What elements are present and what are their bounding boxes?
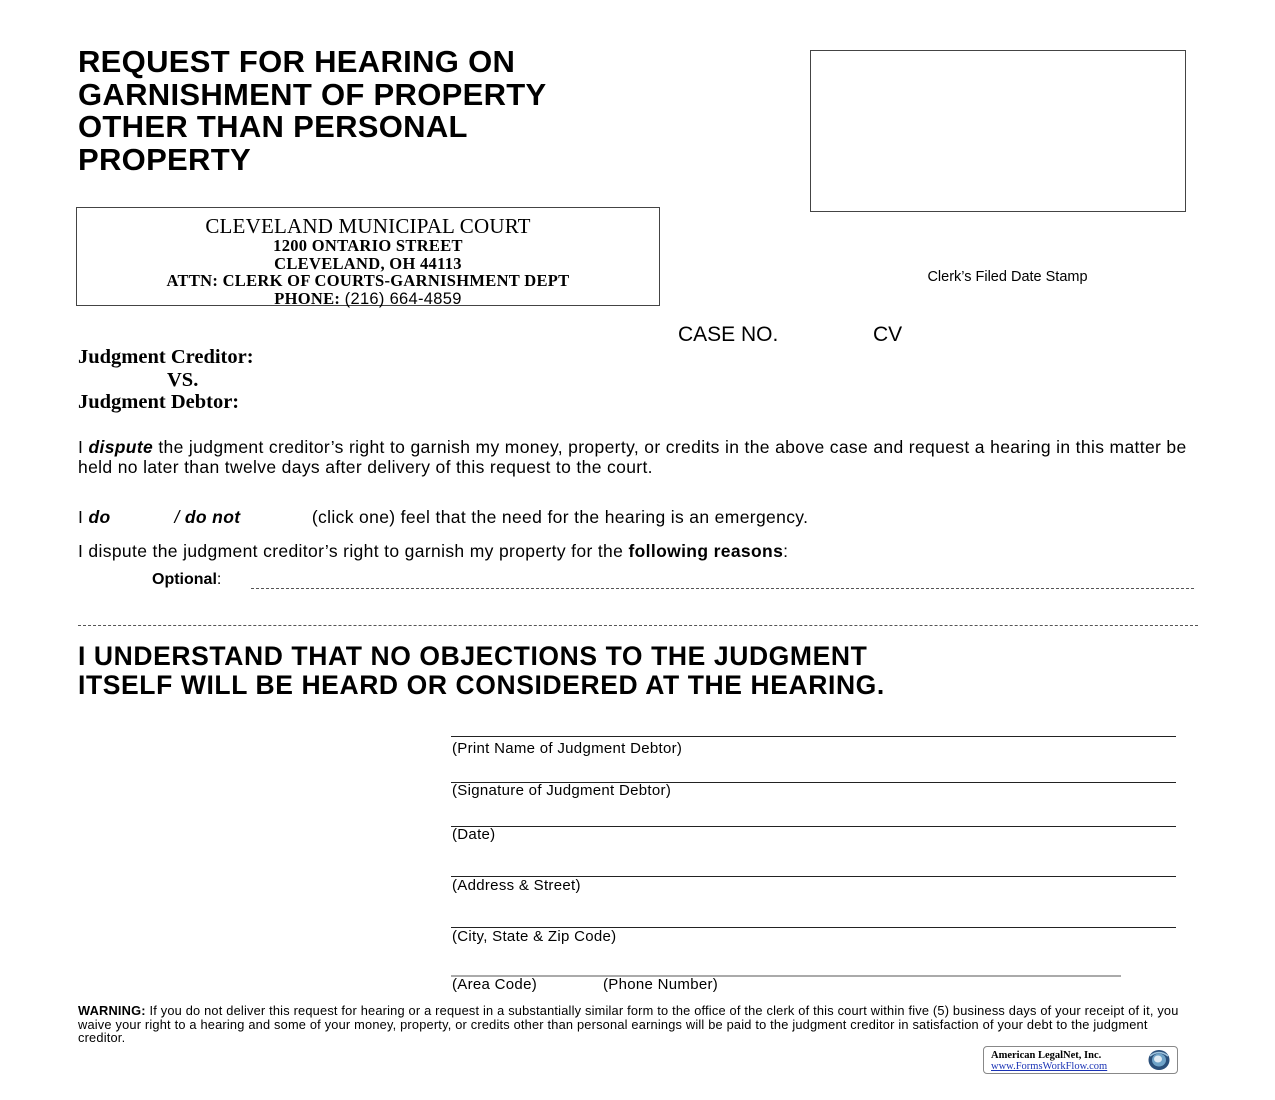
court-phone: (216) 664-4859 xyxy=(344,289,462,308)
clerk-stamp-box xyxy=(810,50,1186,212)
do-option[interactable]: do xyxy=(88,507,111,527)
reasons-paragraph xyxy=(78,542,1198,562)
court-phone-row xyxy=(77,290,659,309)
optional-label: Optional xyxy=(152,571,217,588)
warning-text: If you do not deliver this request for hearing or a request in a substantially similar form to the office of the clerk of this court within five (5) business days of your receipt of it, you waive your right to a hearing and some of your money, property, or credits other than personal earnings will be paid to the judgment creditor in satisfaction of your debt to the judgment creditor. xyxy=(78,1003,1179,1045)
text: the judgment creditor’s right to garnish my money, property, or credits in the above case and request a hearing in this matter be held no later than twelve days after delivery of this request to the court. xyxy=(78,437,1187,477)
text: I dispute the judgment creditor’s right to garnish my property for the xyxy=(78,541,629,561)
clerk-stamp-label: Clerk’s Filed Date Stamp xyxy=(927,269,1088,285)
text: I xyxy=(78,507,89,527)
court-attn: ATTN: CLERK OF COURTS-GARNISHMENT DEPT xyxy=(166,271,570,290)
title-line: REQUEST FOR HEARING ON xyxy=(78,44,516,79)
understand-line: I UNDERSTAND THAT NO OBJECTIONS TO THE JUDGMENT xyxy=(78,641,868,671)
text: (click one) feel that the need for the hearing is an emergency. xyxy=(311,507,809,527)
do-not-option[interactable]: do not xyxy=(184,507,241,527)
warning-label: WARNING: xyxy=(78,1003,146,1018)
optional-row xyxy=(152,571,221,589)
address-label: (Address & Street) xyxy=(452,877,581,894)
phone-field[interactable] xyxy=(451,975,1121,977)
court-address-box xyxy=(76,207,660,306)
case-number-label: CASE NO. xyxy=(678,323,779,346)
city-state-zip-label: (City, State & Zip Code) xyxy=(452,928,617,945)
dispute-emphasis: dispute xyxy=(88,437,154,457)
judgment-debtor-label: Judgment Debtor: xyxy=(78,391,240,413)
court-street: 1200 ONTARIO STREET xyxy=(273,236,463,255)
phone-number-label: (Phone Number) xyxy=(603,976,719,993)
print-name-label: (Print Name of Judgment Debtor) xyxy=(452,740,683,757)
date-field[interactable] xyxy=(451,826,1176,827)
following-reasons-bold: following reasons xyxy=(628,541,784,561)
print-name-field[interactable] xyxy=(451,736,1176,737)
logo-url-link[interactable]: www.FormsWorkFlow.com xyxy=(991,1061,1108,1072)
date-label: (Date) xyxy=(452,826,496,843)
text: I xyxy=(78,437,89,457)
title-line: GARNISHMENT OF PROPERTY xyxy=(78,76,547,112)
text: : xyxy=(783,541,789,561)
globe-icon xyxy=(1147,1049,1171,1071)
area-code-label: (Area Code) xyxy=(452,976,538,993)
optional-reason-field-1[interactable] xyxy=(251,588,1194,589)
slash: / xyxy=(174,507,185,527)
warning-notice xyxy=(78,1004,1188,1045)
form-title xyxy=(78,46,546,176)
court-phone-label: PHONE: xyxy=(274,288,341,308)
versus-label: VS. xyxy=(167,369,199,391)
judgment-creditor-label: Judgment Creditor: xyxy=(78,346,254,368)
title-line: PROPERTY xyxy=(78,141,251,177)
title-line: OTHER THAN PERSONAL xyxy=(78,109,468,144)
american-legalnet-logo[interactable] xyxy=(983,1046,1178,1074)
text: : xyxy=(216,571,222,588)
court-name: CLEVELAND MUNICIPAL COURT xyxy=(205,214,531,238)
optional-reason-field-2[interactable] xyxy=(78,625,1198,626)
understand-statement xyxy=(78,642,885,700)
dispute-paragraph xyxy=(78,438,1198,477)
court-city: CLEVELAND, OH 44113 xyxy=(274,253,462,273)
signature-label: (Signature of Judgment Debtor) xyxy=(452,782,672,799)
case-number-field[interactable]: CV xyxy=(873,323,903,346)
understand-line: ITSELF WILL BE HEARD OR CONSIDERED AT THE HEARING. xyxy=(78,670,885,700)
emergency-choice-row xyxy=(78,508,1198,528)
logo-company: American LegalNet, Inc. xyxy=(991,1050,1102,1061)
